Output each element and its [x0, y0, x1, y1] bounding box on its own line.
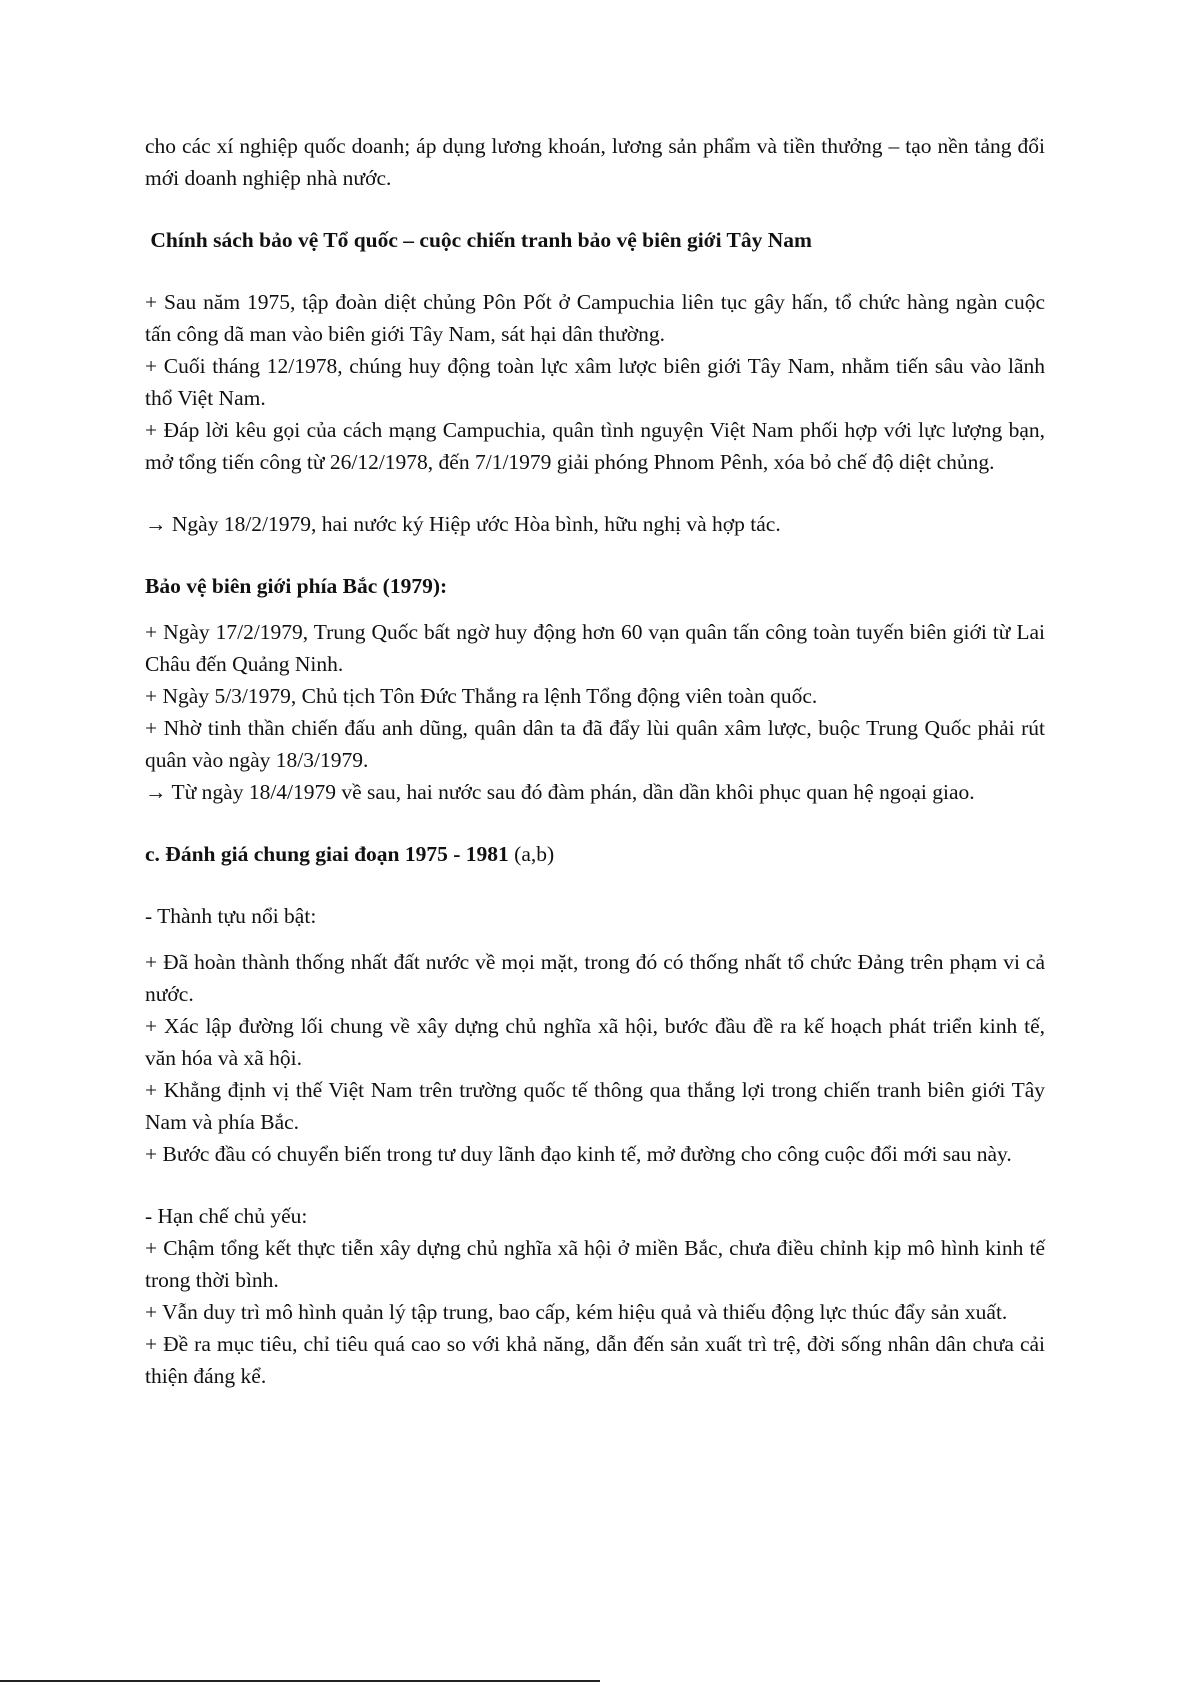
north-item: + Nhờ tinh thần chiến đấu anh dũng, quân dân ta đã đẩy lùi quân xâm lược, buộc Trung Quốc phải rút quân vào ngày 18/3/1979.: [145, 716, 1045, 772]
north-item: + Ngày 5/3/1979, Chủ tịch Tôn Đức Thắng ra lệnh Tổng động viên toàn quốc.: [145, 684, 818, 708]
north-heading: Bảo vệ biên giới phía Bắc (1979):: [145, 574, 448, 598]
southwest-item: + Sau năm 1975, tập đoàn diệt chủng Pôn Pốt ở Campuchia liên tục gây hấn, tổ chức hàng ngàn cuộc tấn công dã man vào biên giới Tây Nam, sát hại dân thường.: [145, 290, 1045, 346]
achievement-item: + Khẳng định vị thế Việt Nam trên trường quốc tế thông qua thắng lợi trong chiến tranh biên giới Tây Nam và phía Bắc.: [145, 1078, 1045, 1134]
achievement-item: + Bước đầu có chuyển biến trong tư duy lãnh đạo kinh tế, mở đường cho công cuộc đổi mới sau này.: [145, 1142, 1012, 1166]
southwest-conclusion: → Ngày 18/2/1979, hai nước ký Hiệp ước Hòa bình, hữu nghị và hợp tác.: [145, 512, 781, 536]
limitation-item: + Đề ra mục tiêu, chỉ tiêu quá cao so với khả năng, dẫn đến sản xuất trì trệ, đời sống nhân dân chưa cải thiện đáng kể.: [145, 1332, 1045, 1388]
southwest-heading: Chính sách bảo vệ Tổ quốc – cuộc chiến tranh bảo vệ biên giới Tây Nam: [145, 228, 812, 252]
assessment-title: c. Đánh giá chung giai đoạn 1975 - 1981: [145, 842, 509, 866]
document-page: [145, 130, 1045, 1392]
assessment-title-suffix: (a,b): [508, 842, 555, 866]
north-item: → Từ ngày 18/4/1979 về sau, hai nước sau đó đàm phán, dần dần khôi phục quan hệ ngoại giao.: [145, 780, 975, 804]
southwest-item: + Đáp lời kêu gọi của cách mạng Campuchia, quân tình nguyện Việt Nam phối hợp với lực lượng bạn, mở tổng tiến công từ 26/12/1978, đến 7/1/1979 giải phóng Phnom Pênh, xóa bỏ chế độ diệt chủng.: [145, 418, 1045, 474]
intro-paragraph: cho các xí nghiệp quốc doanh; áp dụng lương khoán, lương sản phẩm và tiền thưởng – tạo nền tảng đổi mới doanh nghiệp nhà nước.: [145, 134, 1045, 190]
footer-divider: [0, 1680, 600, 1682]
north-item: + Ngày 17/2/1979, Trung Quốc bất ngờ huy động hơn 60 vạn quân tấn công toàn tuyến biên giới từ Lai Châu đến Quảng Ninh.: [145, 620, 1045, 676]
limitations-label: - Hạn chế chủ yếu:: [145, 1204, 308, 1228]
limitation-item: + Vẫn duy trì mô hình quản lý tập trung, bao cấp, kém hiệu quả và thiếu động lực thúc đẩy sản xuất.: [145, 1300, 1008, 1324]
assessment-heading: [145, 838, 1045, 870]
achievements-label: - Thành tựu nổi bật:: [145, 904, 317, 928]
limitation-item: + Chậm tổng kết thực tiễn xây dựng chủ nghĩa xã hội ở miền Bắc, chưa điều chỉnh kịp mô hình kinh tế trong thời bình.: [145, 1236, 1045, 1292]
achievement-item: + Xác lập đường lối chung về xây dựng chủ nghĩa xã hội, bước đầu đề ra kế hoạch phát triển kinh tế, văn hóa và xã hội.: [145, 1014, 1045, 1070]
southwest-item: + Cuối tháng 12/1978, chúng huy động toàn lực xâm lược biên giới Tây Nam, nhằm tiến sâu vào lãnh thổ Việt Nam.: [145, 354, 1045, 410]
achievement-item: + Đã hoàn thành thống nhất đất nước về mọi mặt, trong đó có thống nhất tổ chức Đảng trên phạm vi cả nước.: [145, 950, 1045, 1006]
